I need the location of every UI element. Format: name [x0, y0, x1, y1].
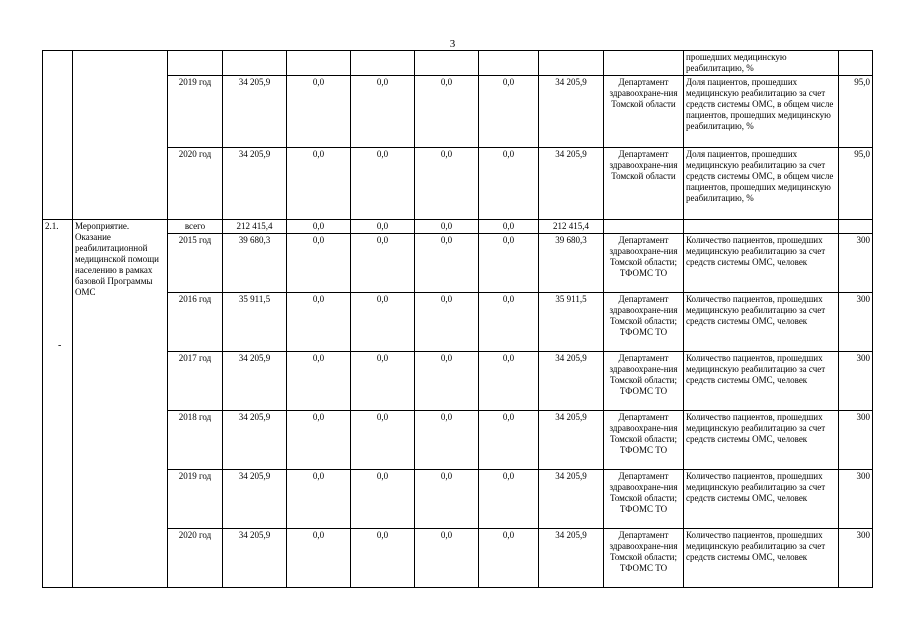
executor-cell: Департамент здравоохране-ния Томской области; ТФОМС ТО: [604, 411, 684, 470]
value-cell: 0,0: [415, 470, 479, 529]
value-cell: 0,0: [287, 148, 351, 220]
total-cell: 34 205,9: [223, 411, 287, 470]
value-cell: 0,0: [479, 470, 539, 529]
total-cell: 39 680,3: [223, 234, 287, 293]
value-cell: 0,0: [351, 529, 415, 588]
indicator-value-cell: 300: [839, 470, 873, 529]
table-row: [43, 293, 873, 352]
value-cell: 0,0: [479, 220, 539, 234]
value-cell: 34 205,9: [539, 352, 604, 411]
value-cell: 0,0: [351, 293, 415, 352]
total-cell: 34 205,9: [223, 470, 287, 529]
value-cell: 0,0: [287, 411, 351, 470]
value-cell: 34 205,9: [539, 148, 604, 220]
value-cell: 0,0: [415, 529, 479, 588]
value-cell: 212 415,4: [539, 220, 604, 234]
year-cell: 2015 год: [168, 234, 223, 293]
value-cell: 0,0: [287, 470, 351, 529]
value-cell: 0,0: [287, 293, 351, 352]
year-cell: 2017 год: [168, 352, 223, 411]
indicator-value-cell: 95,0: [839, 76, 873, 148]
executor-cell: Департамент здравоохране-ния Томской области: [604, 76, 684, 148]
executor-cell: Департамент здравоохране-ния Томской области; ТФОМС ТО: [604, 470, 684, 529]
section-name-cell: [73, 51, 168, 220]
total-cell: 34 205,9: [223, 76, 287, 148]
indicator-cell: Доля пациентов, прошедших медицинскую реабилитацию за счет средств системы ОМС, в общем числе пациентов, прошедших медицинскую реабилитацию, %: [684, 148, 839, 220]
value-cell: 0,0: [479, 293, 539, 352]
indicator-value-cell: [839, 51, 873, 76]
total-cell: 34 205,9: [223, 352, 287, 411]
indicator-cell: Количество пациентов, прошедших медицинскую реабилитацию за счет средств системы ОМС, человек: [684, 529, 839, 588]
value-cell: 0,0: [479, 76, 539, 148]
value-cell: 0,0: [415, 220, 479, 234]
value-cell: 0,0: [415, 411, 479, 470]
indicator-cell: Количество пациентов, прошедших медицинскую реабилитацию за счет средств системы ОМС, человек: [684, 293, 839, 352]
indicator-cell: Количество пациентов, прошедших медицинскую реабилитацию за счет средств системы ОМС, человек: [684, 234, 839, 293]
indicator-cell: [684, 220, 839, 234]
value-cell: 0,0: [287, 529, 351, 588]
value-cell: 34 205,9: [539, 411, 604, 470]
value-cell: 0,0: [351, 220, 415, 234]
value-cell: [351, 51, 415, 76]
page-number: 3: [449, 38, 456, 50]
value-cell: 0,0: [415, 76, 479, 148]
executor-cell: Департамент здравоохране-ния Томской области; ТФОМС ТО: [604, 293, 684, 352]
year-cell: всего: [168, 220, 223, 234]
value-cell: 0,0: [287, 352, 351, 411]
margin-mark: -: [58, 340, 62, 351]
value-cell: 39 680,3: [539, 234, 604, 293]
year-cell: 2019 год: [168, 76, 223, 148]
section-name: Мероприятие. Оказание реабилитационной медицинской помощи населению в рамках базовой Программы ОМС: [73, 220, 168, 588]
table-row: [43, 352, 873, 411]
table-row: [43, 411, 873, 470]
table-row: [43, 148, 873, 220]
value-cell: 0,0: [415, 352, 479, 411]
executor-cell: Департамент здравоохране-ния Томской области: [604, 148, 684, 220]
total-cell: [223, 51, 287, 76]
table-row: [43, 234, 873, 293]
indicator-cell: Количество пациентов, прошедших медицинскую реабилитацию за счет средств системы ОМС, человек: [684, 470, 839, 529]
year-cell: 2020 год: [168, 529, 223, 588]
value-cell: 0,0: [479, 352, 539, 411]
value-cell: 0,0: [351, 76, 415, 148]
year-cell: 2018 год: [168, 411, 223, 470]
value-cell: 0,0: [479, 234, 539, 293]
value-cell: 0,0: [351, 234, 415, 293]
table-row: [43, 51, 873, 76]
value-cell: 0,0: [351, 411, 415, 470]
table-row: [43, 76, 873, 148]
total-cell: 212 415,4: [223, 220, 287, 234]
program-table: [42, 50, 873, 588]
year-cell: 2019 год: [168, 470, 223, 529]
value-cell: 0,0: [287, 234, 351, 293]
value-cell: 0,0: [415, 293, 479, 352]
indicator-cell: прошедших медицинскую реабилитацию, %: [684, 51, 839, 76]
year-cell: 2020 год: [168, 148, 223, 220]
value-cell: [287, 51, 351, 76]
total-cell: 34 205,9: [223, 148, 287, 220]
value-cell: [539, 51, 604, 76]
indicator-value-cell: 300: [839, 352, 873, 411]
year-cell: 2016 год: [168, 293, 223, 352]
total-cell: 35 911,5: [223, 293, 287, 352]
value-cell: 34 205,9: [539, 76, 604, 148]
value-cell: 0,0: [479, 411, 539, 470]
indicator-value-cell: 300: [839, 411, 873, 470]
value-cell: 0,0: [351, 470, 415, 529]
year-cell: [168, 51, 223, 76]
value-cell: 0,0: [287, 220, 351, 234]
value-cell: 34 205,9: [539, 470, 604, 529]
value-cell: [479, 51, 539, 76]
indicator-cell: Количество пациентов, прошедших медицинскую реабилитацию за счет средств системы ОМС, человек: [684, 352, 839, 411]
value-cell: 0,0: [415, 148, 479, 220]
executor-cell: Департамент здравоохране-ния Томской области; ТФОМС ТО: [604, 352, 684, 411]
indicator-value-cell: 95,0: [839, 148, 873, 220]
executor-cell: [604, 220, 684, 234]
indicator-value-cell: 300: [839, 293, 873, 352]
value-cell: 0,0: [415, 234, 479, 293]
table-row: [43, 220, 873, 234]
value-cell: 0,0: [479, 148, 539, 220]
value-cell: 0,0: [287, 76, 351, 148]
section-number: 2.1.: [43, 220, 73, 588]
indicator-value-cell: [839, 220, 873, 234]
value-cell: [415, 51, 479, 76]
executor-cell: Департамент здравоохране-ния Томской области; ТФОМС ТО: [604, 529, 684, 588]
table-row: [43, 529, 873, 588]
executor-cell: [604, 51, 684, 76]
value-cell: 35 911,5: [539, 293, 604, 352]
executor-cell: Департамент здравоохране-ния Томской области; ТФОМС ТО: [604, 234, 684, 293]
indicator-value-cell: 300: [839, 529, 873, 588]
section-number-cell: [43, 51, 73, 220]
total-cell: 34 205,9: [223, 529, 287, 588]
value-cell: 0,0: [351, 352, 415, 411]
indicator-cell: Количество пациентов, прошедших медицинскую реабилитацию за счет средств системы ОМС, человек: [684, 411, 839, 470]
value-cell: 0,0: [351, 148, 415, 220]
value-cell: 0,0: [479, 529, 539, 588]
indicator-value-cell: 300: [839, 234, 873, 293]
indicator-cell: Доля пациентов, прошедших медицинскую реабилитацию за счет средств системы ОМС, в общем числе пациентов, прошедших медицинскую реабилитацию, %: [684, 76, 839, 148]
value-cell: 34 205,9: [539, 529, 604, 588]
table-row: [43, 470, 873, 529]
